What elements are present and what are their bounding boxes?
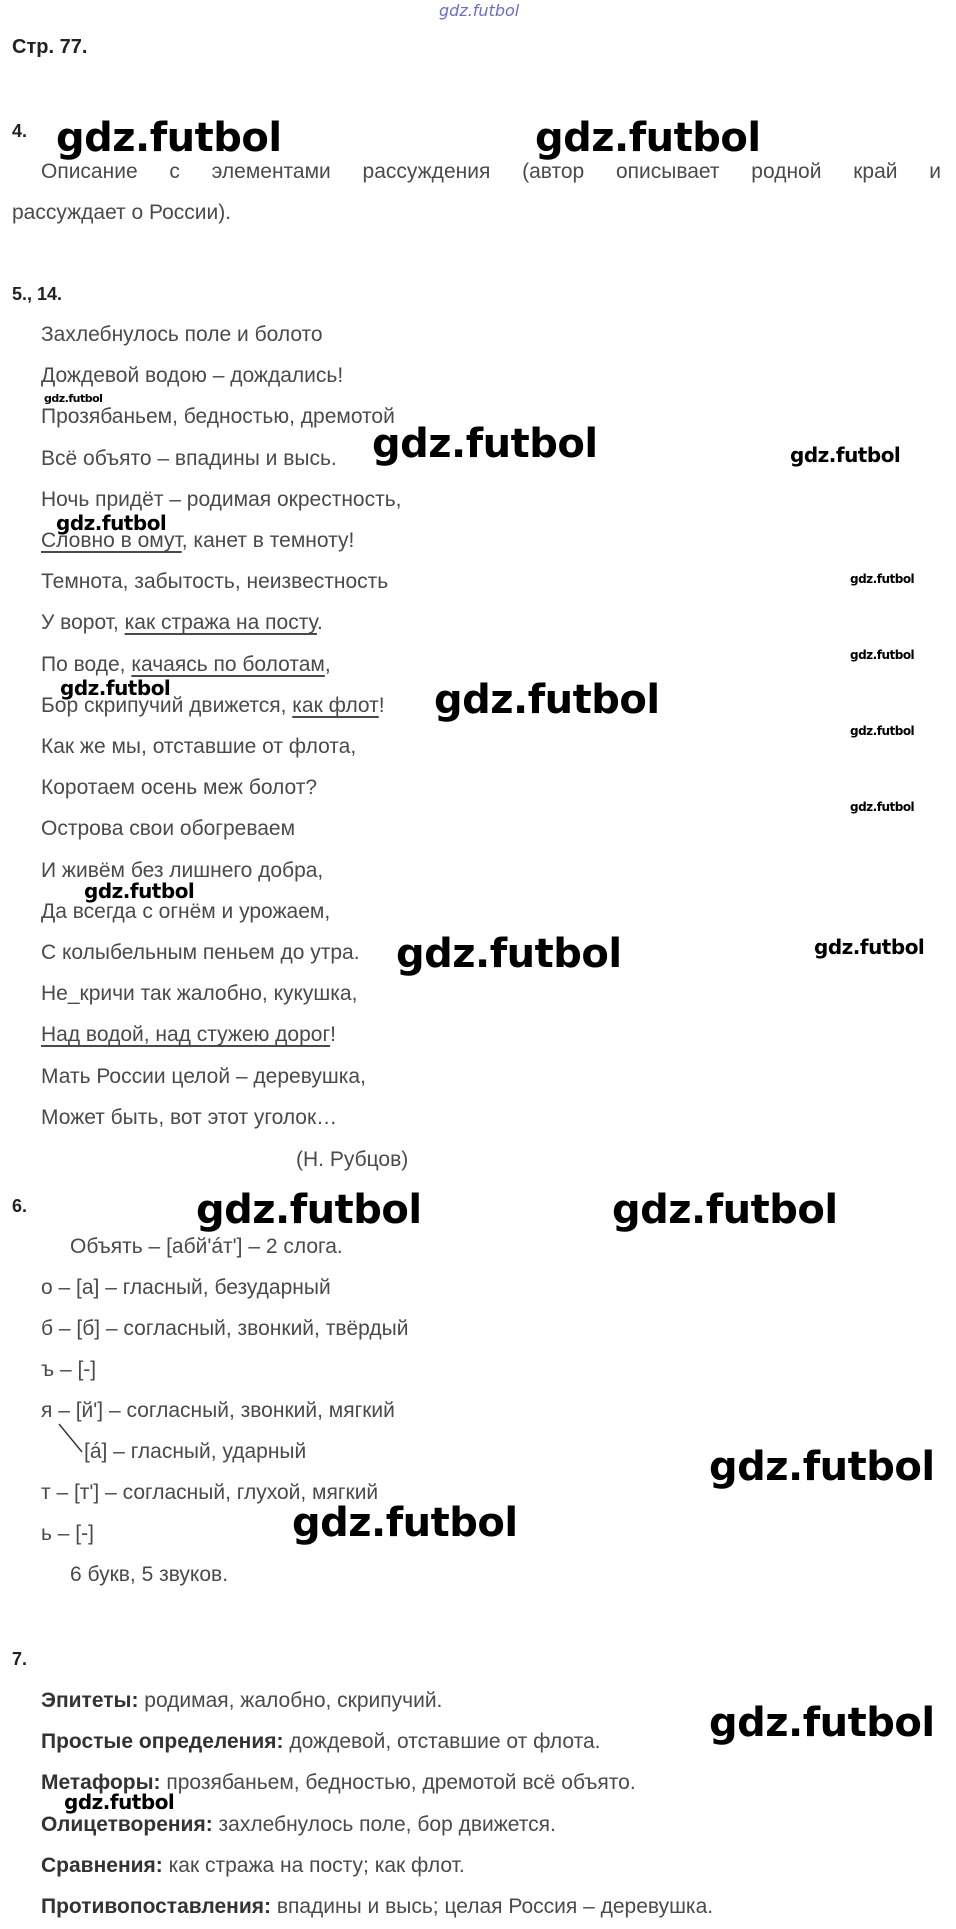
poem-text: Как же мы, отставшие от флота, [41, 735, 357, 758]
task7-item [41, 1730, 601, 1754]
poem-line [41, 817, 295, 841]
task6-line: б – [б] – согласный, звонкий, твёрдый [41, 1317, 409, 1340]
poem-text: Всё объято – впадины и высь. [41, 447, 337, 470]
watermark: gdz.futbol [850, 724, 915, 738]
poem-underlined: качаясь по болотам [131, 653, 325, 676]
watermark: gdz.futbol [44, 392, 103, 405]
task4-line1: Описание с элементами рассуждения (автор описывает родной край и [41, 160, 941, 183]
task6-line: ь – [-] [41, 1522, 94, 1545]
poem-line [41, 1106, 337, 1130]
poem-line [41, 570, 388, 594]
poem-line [41, 653, 331, 677]
poem-text: Бор скрипучий движется, [41, 694, 293, 717]
poem-text: Коротаем осень меж болот? [41, 776, 318, 799]
poem-line [41, 323, 323, 347]
watermark: gdz.futbol [814, 935, 925, 959]
poem-text: Мать России целой – деревушка, [41, 1065, 366, 1088]
branch-line [56, 1422, 86, 1456]
task6-line: ъ – [-] [41, 1358, 97, 1381]
task7-label: Метафоры: [41, 1771, 161, 1794]
task7-number: 7. [12, 1649, 28, 1669]
task6-number: 6. [12, 1196, 28, 1216]
poem-text: Не_кричи так жалобно, кукушка, [41, 982, 358, 1005]
poem-text: Захлебнулось поле и болото [41, 323, 323, 346]
poem-author: (Н. Рубцов) [296, 1148, 409, 1171]
poem-text: С колыбельным пеньем до утра. [41, 941, 360, 964]
poem-text: ! [378, 694, 385, 717]
poem-text: Ночь придёт – родимая окрестность, [41, 488, 402, 511]
poem-line [41, 611, 323, 635]
task6-line: т – [т'] – согласный, глухой, мягкий [41, 1481, 379, 1504]
watermark: gdz.futbol [64, 1790, 175, 1814]
poem-text: , [324, 653, 331, 676]
task7-label: Олицетворения: [41, 1813, 213, 1836]
task5-number: 5., 14. [12, 284, 63, 304]
poem-line [41, 941, 360, 965]
task7-text: дождевой, отставшие от флота. [283, 1730, 601, 1753]
poem-text: Острова свои обогреваем [41, 817, 296, 840]
poem-line [41, 405, 395, 429]
poem-text: Темнота, забытость, неизвестность [41, 570, 389, 593]
watermark: gdz.futbol [56, 511, 167, 535]
watermark: gdz.futbol [709, 1700, 935, 1746]
poem-text: ! [330, 1023, 336, 1046]
task7-label: Простые определения: [41, 1730, 284, 1753]
task4-line2: рассуждает о России). [12, 201, 232, 224]
top-watermark: gdz.futbol [439, 1, 520, 20]
watermark: gdz.futbol [196, 1187, 422, 1233]
poem-line [41, 447, 337, 471]
watermark: gdz.futbol [84, 879, 195, 903]
watermark: gdz.futbol [612, 1187, 838, 1233]
task6-summary: 6 букв, 5 звуков. [70, 1563, 229, 1586]
watermark: gdz.futbol [434, 677, 660, 723]
poem-line [41, 735, 356, 759]
poem-text: Может быть, вот этот уголок… [41, 1106, 338, 1129]
poem-text: , канет в темноту! [181, 529, 355, 552]
watermark: gdz.futbol [292, 1500, 518, 1546]
poem-line [41, 900, 330, 924]
watermark: gdz.futbol [850, 572, 915, 586]
watermark: gdz.futbol [850, 800, 915, 814]
poem-text: Да всегда с огнём и урожаем, [41, 900, 331, 923]
watermark: gdz.futbol [790, 443, 901, 467]
task6-line: о – [а] – гласный, безударный [41, 1276, 331, 1299]
poem-text: Прозябаньем, бедностью, дремотой [41, 405, 395, 428]
poem-line [41, 776, 317, 800]
poem-text: Дождевой водою – дождались! [41, 364, 344, 387]
poem-underlined: как стража на посту [124, 611, 317, 634]
poem-text: . [316, 611, 323, 634]
task7-text: как стража на посту; как флот. [162, 1854, 465, 1877]
poem-line [41, 364, 343, 388]
watermark: gdz.futbol [60, 676, 171, 700]
task7-label: Эпитеты: [41, 1689, 139, 1712]
watermark: gdz.futbol [535, 115, 761, 161]
task7-text: прозябаньем, бедностью, дремотой всё объято. [160, 1771, 636, 1794]
poem-line [41, 982, 357, 1006]
watermark: gdz.futbol [850, 648, 915, 662]
poem-text: У ворот, [41, 611, 125, 634]
watermark: gdz.futbol [372, 421, 598, 467]
poem-line [41, 488, 402, 512]
poem-underlined: как флот [292, 694, 379, 717]
task7-text: впадины и высь; целая Россия – деревушка. [270, 1895, 714, 1918]
page-label: Стр. 77. [12, 36, 88, 58]
poem-text: И живём без лишнего добра, [41, 859, 324, 882]
poem-underlined: Словно в омут [41, 529, 182, 552]
task7-text: родимая, жалобно, скрипучий. [138, 1689, 443, 1712]
task7-item [41, 1813, 556, 1837]
poem-line [41, 1023, 336, 1047]
task7-item [41, 1854, 465, 1878]
task7-label: Противопоставления: [41, 1895, 271, 1918]
task6-line: [á] – гласный, ударный [84, 1440, 307, 1463]
watermark: gdz.futbol [709, 1444, 935, 1490]
watermark: gdz.futbol [396, 931, 622, 977]
poem-underlined: Над водой, над стужею дорог [41, 1023, 331, 1046]
poem-text: По воде, [41, 653, 132, 676]
watermark: gdz.futbol [56, 115, 282, 161]
poem-line [41, 1065, 366, 1089]
task7-label: Сравнения: [41, 1854, 163, 1877]
task4-number: 4. [12, 121, 28, 141]
task6-word: Объять – [абй'áт'] – 2 слога. [70, 1235, 343, 1258]
task7-item [41, 1895, 713, 1919]
task7-item [41, 1689, 442, 1713]
task7-text: захлебнулось поле, бор движется. [212, 1813, 556, 1836]
task6-line: я – [й'] – согласный, звонкий, мягкий [41, 1399, 395, 1422]
